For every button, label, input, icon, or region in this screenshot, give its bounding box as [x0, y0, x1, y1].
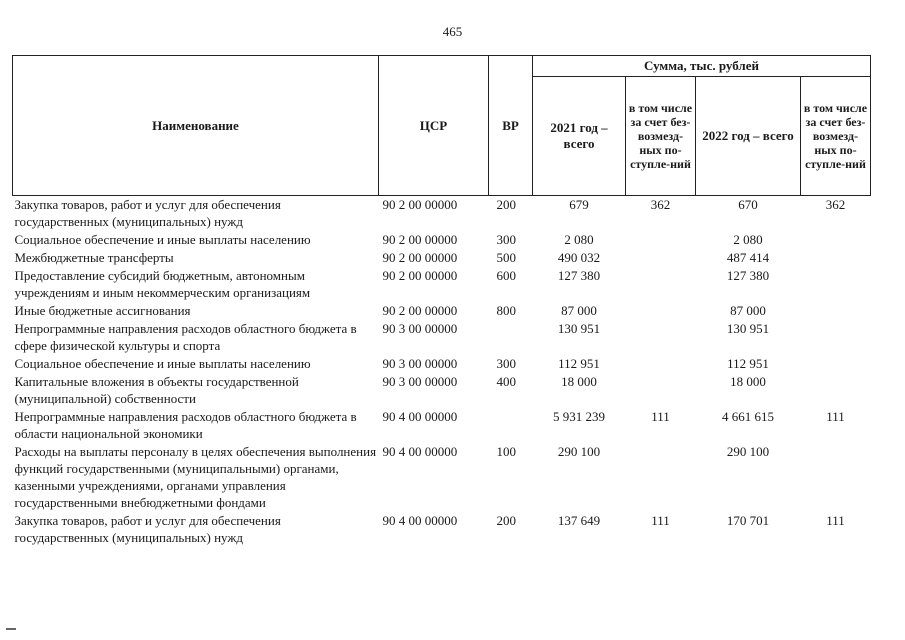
row-csr: 90 4 00 00000	[382, 444, 458, 459]
row-2022-free	[801, 443, 871, 512]
row-vr: 200	[496, 513, 516, 528]
row-vr: 500	[496, 250, 516, 265]
row-2021-free	[626, 249, 696, 267]
table-row	[13, 443, 871, 512]
table-row	[13, 355, 871, 373]
row-2021-free	[626, 231, 696, 249]
table-row	[13, 196, 871, 232]
header-2022-total: 2022 год – всего	[696, 77, 801, 196]
row-2021-total: 127 380	[557, 268, 601, 283]
table-row	[13, 408, 871, 443]
row-vr: 800	[496, 303, 516, 318]
row-name: Непрограммные направления расходов областного бюджета в области национальной экономики	[14, 409, 357, 441]
row-2021-total: 490 032	[557, 250, 601, 265]
row-2021-total: 112 951	[558, 356, 600, 371]
row-2022-free	[801, 249, 871, 267]
row-2021-total: 5 931 239	[553, 409, 605, 424]
row-2021-total: 87 000	[561, 303, 597, 318]
row-vr	[489, 408, 533, 443]
row-vr: 300	[496, 232, 516, 247]
budget-table	[12, 55, 871, 547]
row-2021-free	[626, 267, 696, 302]
row-csr: 90 2 00 00000	[382, 268, 458, 283]
row-2022-total: 130 951	[726, 321, 770, 336]
row-name: Капитальные вложения в объекты государственной (муниципальной) собственности	[14, 374, 299, 406]
row-2022-total: 170 701	[726, 513, 770, 528]
header-sum-group: Сумма, тыс. рублей	[533, 56, 871, 77]
row-vr: 200	[496, 197, 516, 212]
row-2021-free: 111	[651, 513, 670, 528]
row-name: Социальное обеспечение и иные выплаты населению	[14, 356, 311, 371]
row-2021-free	[626, 302, 696, 320]
row-name: Расходы на выплаты персоналу в целях обеспечения выполнения функций государственными (муниципальными) органами, казенными учреждениями, органами управления государственными внебюджетными фондами	[14, 444, 377, 510]
page-number: 465	[442, 24, 463, 39]
row-name: Непрограммные направления расходов областного бюджета в сфере физической культуры и спорта	[14, 321, 357, 353]
row-2021-total: 290 100	[557, 444, 601, 459]
row-2022-total: 127 380	[726, 268, 770, 283]
header-2022-free: в том числе за счет без-возмезд-ных по-ступле-ний	[801, 77, 871, 196]
row-2022-total: 4 661 615	[722, 409, 774, 424]
row-vr: 600	[496, 268, 516, 283]
row-csr: 90 2 00 00000	[382, 197, 458, 212]
row-vr: 100	[496, 444, 516, 459]
table-row	[13, 231, 871, 249]
row-name: Предоставление субсидий бюджетным, автономным учреждениям и иным некоммерческим организациям	[14, 268, 311, 300]
row-csr: 90 3 00 00000	[382, 321, 458, 336]
row-name: Закупка товаров, работ и услуг для обеспечения государственных (муниципальных) нужд	[14, 513, 281, 545]
header-2021-free: в том числе за счет без-возмезд-ных по-ступле-ний	[626, 77, 696, 196]
table-body	[13, 196, 871, 548]
row-2022-total: 18 000	[730, 374, 766, 389]
header-vr: ВР	[489, 56, 533, 196]
row-2022-free: 111	[826, 409, 845, 424]
row-2021-free	[626, 373, 696, 408]
row-2021-total: 2 080	[564, 232, 594, 247]
header-2021-total: 2021 год – всего	[533, 77, 626, 196]
table-row	[13, 512, 871, 547]
row-vr: 400	[496, 374, 516, 389]
row-name: Социальное обеспечение и иные выплаты населению	[14, 232, 311, 247]
row-2021-total: 130 951	[557, 321, 601, 336]
table-row	[13, 373, 871, 408]
row-2022-free	[801, 302, 871, 320]
row-vr: 300	[496, 356, 516, 371]
header-csr: ЦСР	[379, 56, 489, 196]
row-csr: 90 2 00 00000	[382, 232, 458, 247]
row-2021-total: 18 000	[561, 374, 597, 389]
table-row	[13, 249, 871, 267]
row-2022-total: 290 100	[726, 444, 770, 459]
row-csr: 90 2 00 00000	[382, 250, 458, 265]
row-name: Межбюджетные трансферты	[14, 250, 174, 265]
row-2022-total: 487 414	[726, 250, 770, 265]
row-csr: 90 4 00 00000	[382, 513, 458, 528]
row-name: Иные бюджетные ассигнования	[14, 303, 191, 318]
row-2021-free: 111	[651, 409, 670, 424]
table-header	[13, 56, 871, 196]
table-row	[13, 302, 871, 320]
table-row	[13, 320, 871, 355]
row-2021-free	[626, 320, 696, 355]
row-csr: 90 2 00 00000	[382, 303, 458, 318]
row-2022-free	[801, 355, 871, 373]
row-2022-free	[801, 320, 871, 355]
row-2022-total: 670	[738, 197, 758, 212]
row-name: Закупка товаров, работ и услуг для обеспечения государственных (муниципальных) нужд	[14, 197, 281, 229]
row-2022-total: 87 000	[730, 303, 766, 318]
row-2022-free	[801, 373, 871, 408]
row-2022-total: 112 951	[727, 356, 769, 371]
row-2022-free	[801, 231, 871, 249]
row-2022-free: 362	[825, 197, 846, 212]
header-name: Наименование	[13, 56, 379, 196]
row-2021-total: 137 649	[557, 513, 601, 528]
row-2021-total: 679	[569, 197, 589, 212]
row-csr: 90 4 00 00000	[382, 409, 458, 424]
row-csr: 90 3 00 00000	[382, 374, 458, 389]
row-2021-free	[626, 355, 696, 373]
page-edge-mark	[6, 628, 16, 630]
row-2022-total: 2 080	[733, 232, 763, 247]
row-vr	[489, 320, 533, 355]
row-2021-free: 362	[650, 197, 671, 212]
row-csr: 90 3 00 00000	[382, 356, 458, 371]
row-2022-free: 111	[826, 513, 845, 528]
table-row	[13, 267, 871, 302]
row-2021-free	[626, 443, 696, 512]
row-2022-free	[801, 267, 871, 302]
